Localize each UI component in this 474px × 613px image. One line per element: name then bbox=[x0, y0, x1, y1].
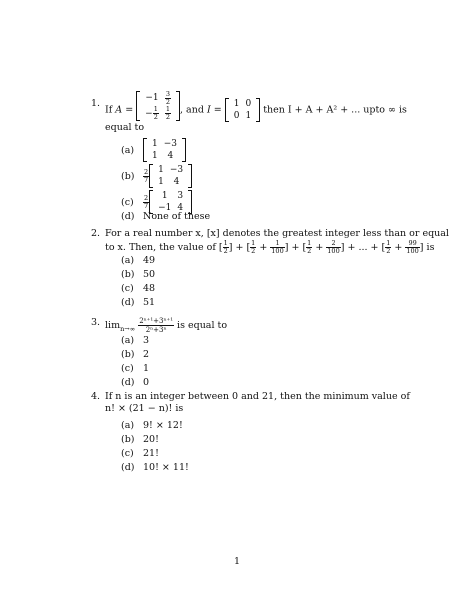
question-2-line-1: For a real number x, [x] denotes the greatest integer less than or equal bbox=[105, 228, 449, 239]
matrix-i bbox=[225, 98, 260, 122]
option-d: (d) 51 bbox=[121, 297, 156, 308]
option-d: (d) None of these bbox=[121, 211, 211, 222]
question-number: 3. bbox=[91, 317, 101, 328]
matrix-cell: − $\frac{1}{2}$ bbox=[145, 104, 158, 121]
option-c: (c) 48 bbox=[121, 283, 156, 294]
matrix-cell: $\frac{3}{2}$ bbox=[165, 89, 170, 106]
option-c: (c) 21! bbox=[121, 448, 159, 459]
matrix-cell: 0 bbox=[233, 111, 240, 121]
question-number: 4. bbox=[91, 391, 101, 402]
question-number: 2. bbox=[91, 228, 101, 239]
matrix-cell: $\frac{1}{2}$ bbox=[165, 104, 170, 121]
option-b: (b) 2 bbox=[121, 349, 150, 360]
matrix-cell: −1 bbox=[145, 93, 159, 103]
limit-fraction: $\frac{\text{2ⁿ⁺¹+3ⁿ⁺¹}}{\text{2ⁿ+3ⁿ}}$ bbox=[139, 317, 174, 334]
option-a: (a) 9! × 12! bbox=[121, 420, 183, 431]
option-matrix: 1 −3 1 4 bbox=[149, 164, 192, 188]
matrix-cell: 1 bbox=[245, 111, 252, 121]
question-3-line-1: $\lim_{n\to\infty}$ $\frac{\text{2ⁿ⁺¹+3ⁿ⁺¹}}{\text{2ⁿ+3ⁿ}}$ is equal to bbox=[105, 317, 228, 334]
option-c: (c) 1 bbox=[121, 363, 150, 374]
option-a: (a) 1 −3 1 4 bbox=[121, 138, 186, 162]
matrix-cell: 1 bbox=[233, 99, 240, 109]
question-2-line-2: to x. Then, the value of [ $\frac{1}{2}$ ] + [ $\frac{1}{2}$ + $\frac{1}{100}$ ] + [ $\frac{1}{2}$ + $\frac{2}{100}$ ] + ... + [ $\frac{1}{2}$ + $\frac{99}{100}$ ] is bbox=[105, 239, 435, 255]
option-b: (b) 50 bbox=[121, 269, 156, 280]
question-1-line-2: equal to bbox=[105, 122, 145, 133]
matrix-a bbox=[136, 91, 180, 121]
option-d: (d) 0 bbox=[121, 377, 150, 388]
question-4-line-1: If n is an integer between 0 and 21, then the minimum value of bbox=[105, 391, 410, 402]
matrix-cell: 0 bbox=[245, 99, 252, 109]
option-matrix: 1 −3 1 4 bbox=[143, 138, 186, 162]
option-matrix: 1 3 −1 4 bbox=[149, 190, 192, 214]
option-coefficient: $\frac{2}{7}$ bbox=[144, 193, 149, 210]
page-number: 1 bbox=[234, 556, 241, 567]
option-c: (c) $\frac{2}{7}$ 1 3 −1 4 bbox=[121, 190, 192, 214]
option-a: (a) 3 bbox=[121, 335, 150, 346]
question-4-line-2: n! × (21 − n)! is bbox=[105, 403, 184, 414]
question-1-line-1: If A = −1 $\frac{3}{2}$ − $\frac{1}{2}$ $\frac{1}{2}$ , and I = 1 0 0 1 then I + A + A² + ... upto ∞ is bbox=[105, 89, 407, 121]
question-number: 1. bbox=[91, 98, 101, 109]
option-b: (b) 20! bbox=[121, 434, 159, 445]
option-coefficient: $\frac{2}{7}$ bbox=[144, 167, 149, 184]
option-a: (a) 49 bbox=[121, 255, 156, 266]
option-d: (d) 10! × 11! bbox=[121, 462, 189, 473]
option-b: (b) $\frac{2}{7}$ 1 −3 1 4 bbox=[121, 164, 192, 188]
